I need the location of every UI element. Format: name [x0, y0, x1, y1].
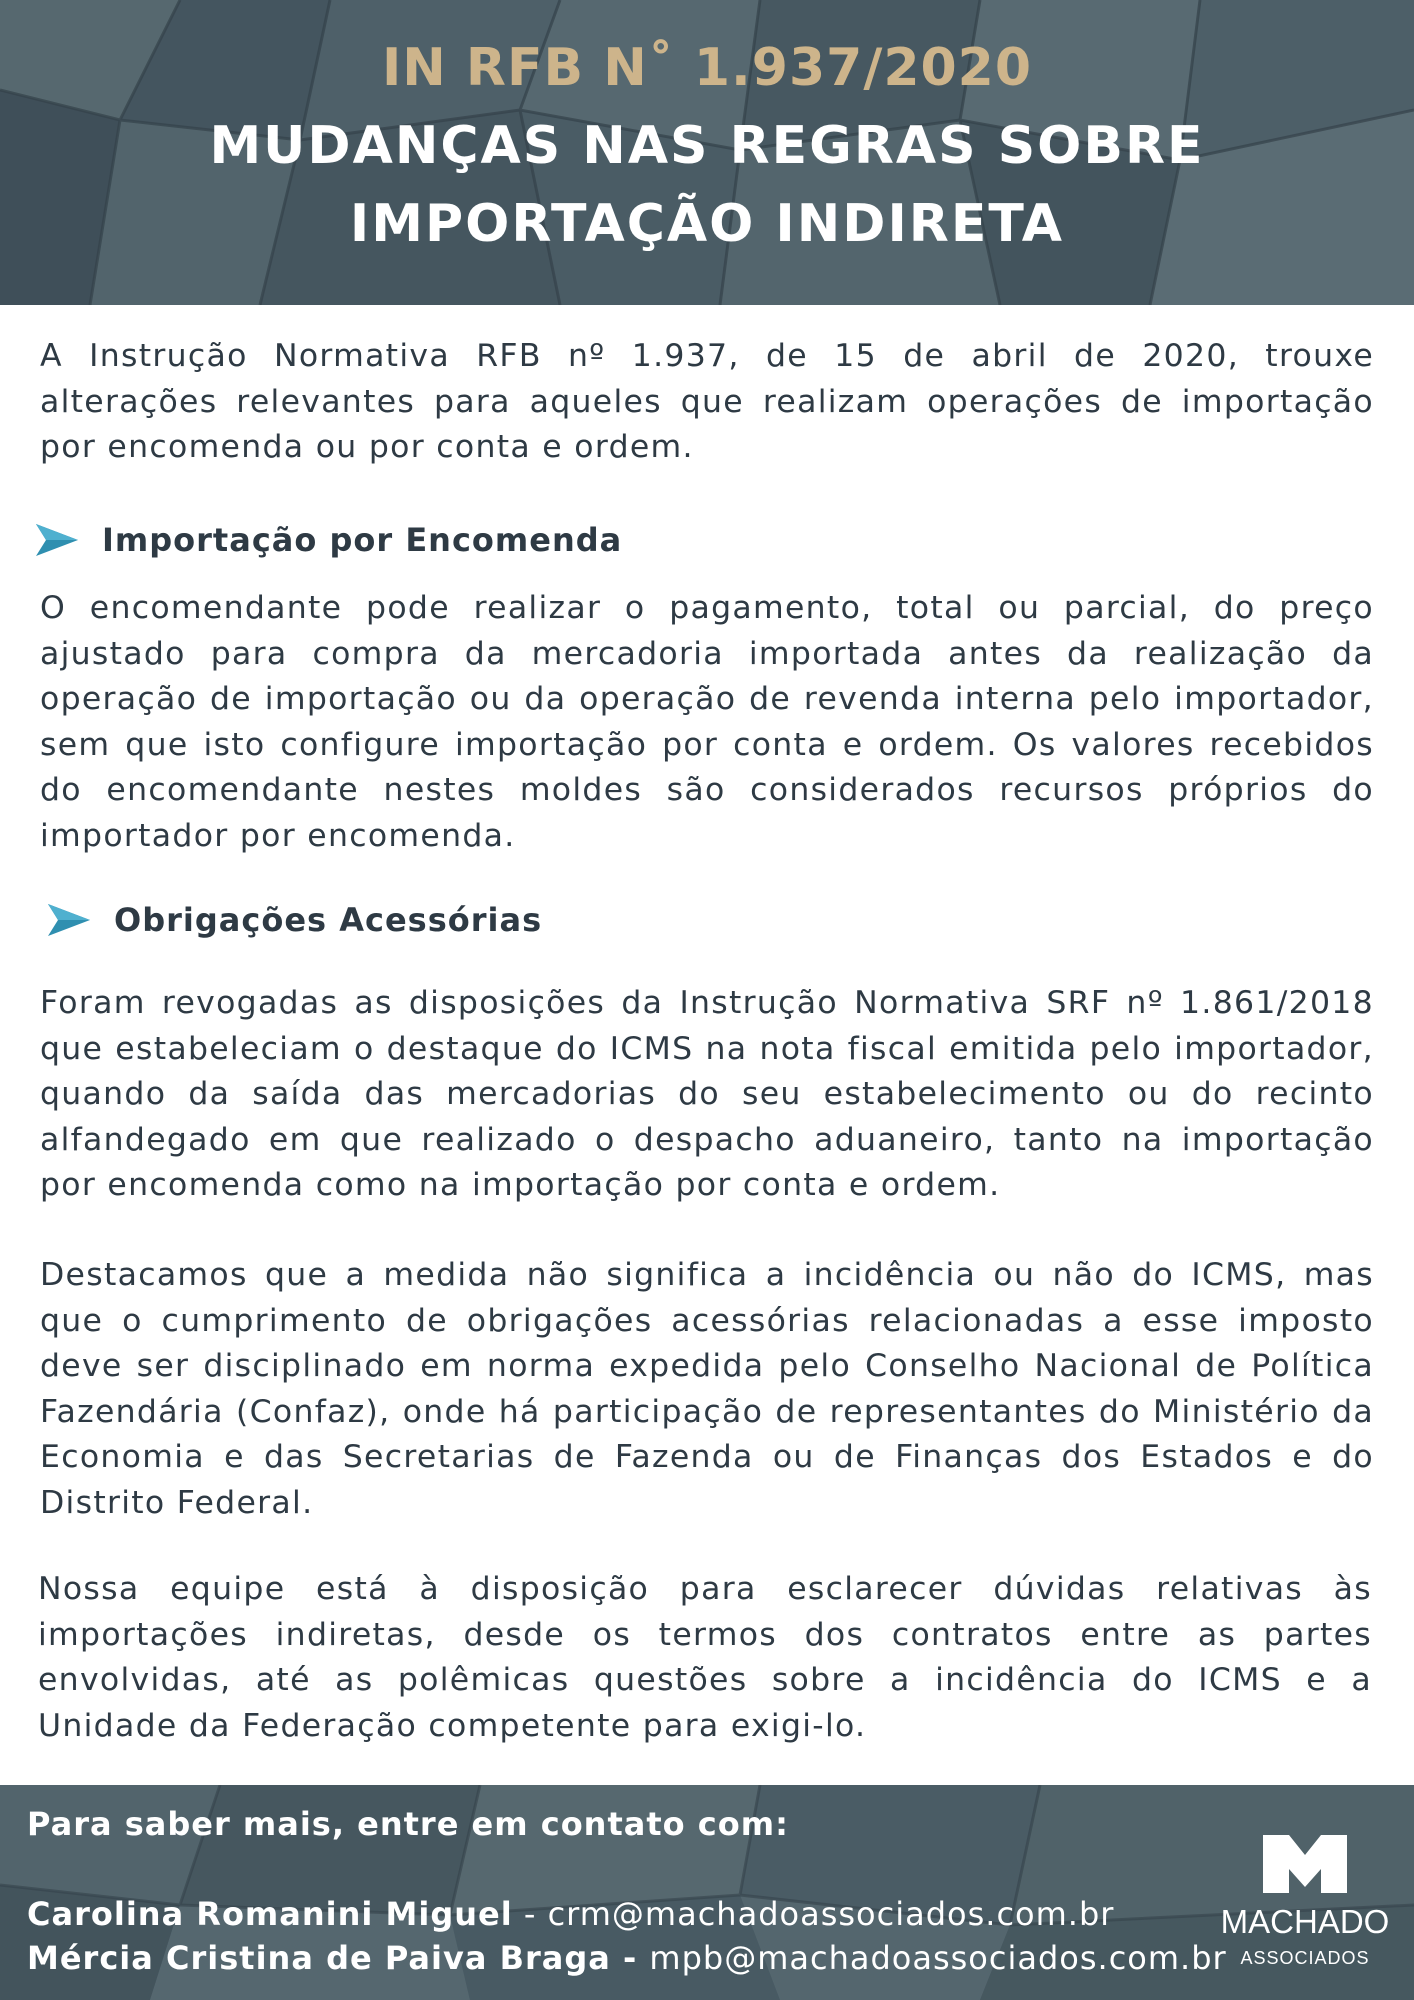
- contact-separator: -: [512, 1895, 548, 1933]
- logo-subtitle: ASSOCIADOS: [1240, 1948, 1370, 1968]
- contact-separator: -: [610, 1939, 650, 1977]
- section-paragraph: Nossa equipe está à disposição para esclarecer dúvidas relativas às importações indiretas, desde os termos dos contratos entre as partes envolvidas, até as polêmicas questões sobre a incidência do ICMS e a Unidade da Federação competente para exigi-lo.: [38, 1571, 1372, 1744]
- intro-paragraph: A Instrução Normativa RFB nº 1.937, de 15 de abril de 2020, trouxe alterações relevantes para aqueles que realizam operações de importação por encomenda ou por conta e ordem.: [40, 338, 1374, 465]
- section-paragraph: Destacamos que a medida não significa a incidência ou não do ICMS, mas que o cumprimento de obrigações acessórias relacionadas a esse imposto deve ser disciplinado em norma expedida pelo Conselho Nacional de Política Fazendária (Confaz), onde há participação de representantes do Ministério da Economia e das Secretarias de Fazenda ou de Finanças dos Estados e do Distrito Federal.: [40, 1257, 1374, 1521]
- document-reference: IN RFB N˚ 1.937/2020: [381, 38, 1033, 98]
- chevron-arrow-icon: [34, 520, 80, 560]
- section-heading-obrigacoes: [46, 895, 542, 945]
- contact-footer: [0, 1785, 1414, 2000]
- contact-email-link[interactable]: mpb@machadoassociados.com.br: [649, 1939, 1227, 1977]
- page-title-line-2: IMPORTAÇÃO INDIRETA: [349, 194, 1065, 254]
- contact-line: [27, 1895, 1114, 1933]
- contact-line: [27, 1939, 1227, 1977]
- section-title: Importação por Encomenda: [102, 521, 623, 559]
- chevron-arrow-icon: [46, 900, 92, 940]
- logo-mark-icon: [1263, 1835, 1347, 1893]
- contact-name: Carolina Romanini Miguel: [27, 1895, 513, 1933]
- header-banner: [0, 0, 1414, 305]
- contact-heading: [27, 1805, 789, 1843]
- section-paragraph: Foram revogadas as disposições da Instrução Normativa SRF nº 1.861/2018 que estabeleciam o destaque do ICMS na nota fiscal emitida pelo importador, quando da saída das mercadorias do seu estabelecimento ou do recinto alfandegado em que realizado o despacho aduaneiro, tanto na importação por encomenda como na importação por conta e ordem.: [40, 985, 1374, 1203]
- contact-name: Mércia Cristina de Paiva Braga: [27, 1939, 611, 1977]
- contact-email-link[interactable]: crm@machadoassociados.com.br: [547, 1895, 1115, 1933]
- logo-name: MACHADO: [1220, 1903, 1390, 1940]
- machado-associados-logo: [1210, 1835, 1400, 1985]
- section-heading-encomenda: [34, 515, 622, 565]
- section-title: Obrigações Acessórias: [114, 901, 543, 939]
- page-title-line-1: MUDANÇAS NAS REGRAS SOBRE: [209, 116, 1205, 176]
- contact-heading-text: Para saber mais, entre em contato com:: [27, 1805, 789, 1843]
- section-paragraph: O encomendante pode realizar o pagamento, total ou parcial, do preço ajustado para compra da mercadoria importada antes da realização da operação de importação ou da operação de revenda interna pelo importador, sem que isto configure importação por conta e ordem. Os valores recebidos do encomendante nestes moldes são considerados recursos próprios do importador por encomenda.: [40, 590, 1374, 854]
